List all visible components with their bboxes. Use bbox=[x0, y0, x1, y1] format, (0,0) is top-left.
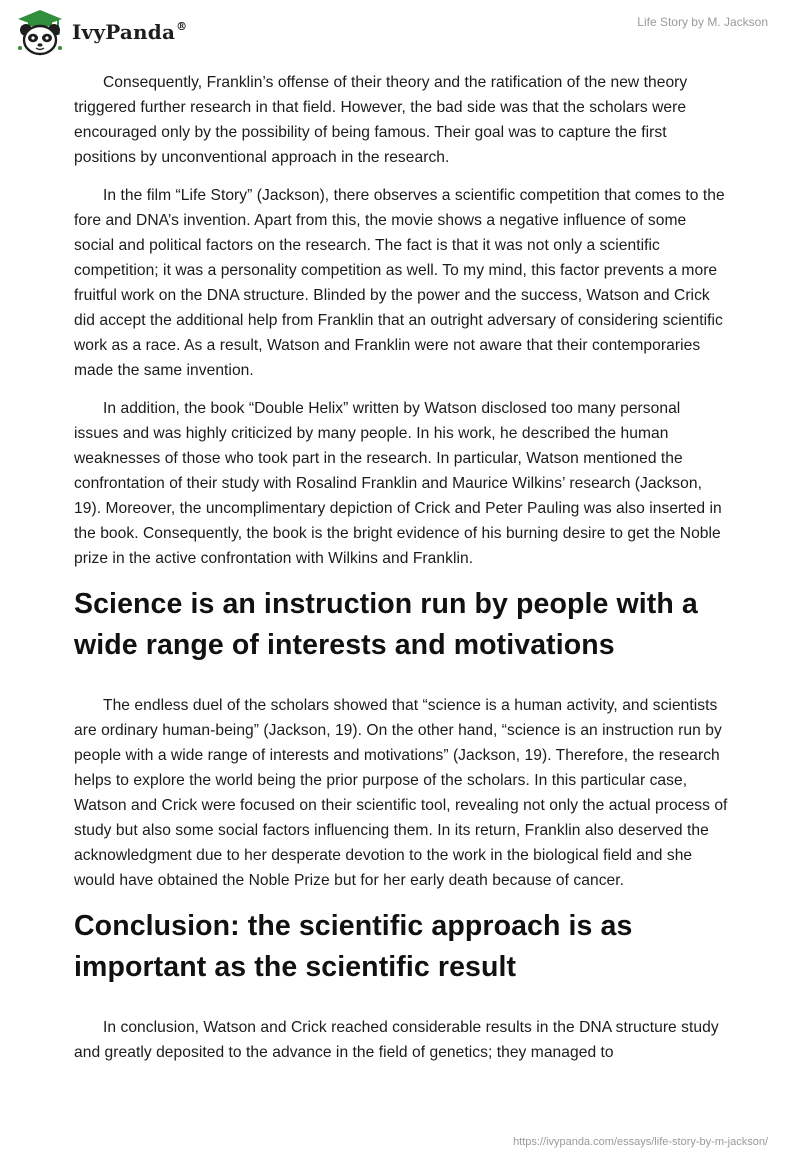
section-heading: Science is an instruction run by people with a wide range of interests and motivations bbox=[74, 588, 698, 661]
paragraph: In conclusion, Watson and Crick reached considerable results in the DNA structure study and greatly deposited to the advance in the field of genetics; they managed to bbox=[74, 1019, 719, 1061]
paragraph: In the film “Life Story” (Jackson), there observes a scientific competition that comes to the fore and DNA’s invention. Apart from this, the movie shows a negative influence of some social and political factors on the research. The fact is that it was not only a scientific competition; it was a personality competition as well. To my mind, this factor prevents a more fruitful work on the DNA structure. Blinded by the power and the success, Watson and Crick did accept the additional help from Franklin that an outright adversary of considering scientific work as a race. As a result, Watson and Franklin were not aware that their contemporaries made the same invention. bbox=[74, 187, 725, 379]
paragraph: Consequently, Franklin’s offense of their theory and the ratification of the new theory triggered further research in that field. However, the bad side was that the scholars were encouraged only by the possibility of being famous. Their goal was to capture the first positions by unconventional approach in the research. bbox=[74, 74, 688, 166]
brand-name: IvyPanda® bbox=[72, 20, 188, 44]
brand-logo[interactable] bbox=[14, 8, 187, 56]
section-heading: Conclusion: the scientific approach is as important as the scientific result bbox=[74, 910, 633, 983]
registered-mark: ® bbox=[176, 20, 188, 33]
page-header bbox=[0, 0, 800, 64]
paragraph: In addition, the book “Double Helix” written by Watson disclosed too many personal issues and was highly criticized by many people. In his work, he described the human weaknesses of those who took part in the research. In particular, Watson mentioned the confrontation of their study with Rosalind Franklin and Maurice Wilkins’ research (Jackson, 19). Moreover, the uncomplimentary depiction of Crick and Peter Pauling was also inserted in the book. Consequently, the book is the bright evidence of his burning desire to get the Noble prize in the active confrontation with Wilkins and Franklin. bbox=[74, 400, 722, 567]
paragraph: The endless duel of the scholars showed that “science is a human activity, and scientists are ordinary human-being” (Jackson, 19). On the other hand, “science is an instruction run by people with a wide range of interests and motivations” (Jackson, 19). Therefore, the research helps to explore the world being the prior purpose of the scholars. In this particular case, Watson and Crick were focused on their scientific tool, revealing not only the actual process of study but also some social factors influencing them. In its return, Franklin also deserved the acknowledgment due to her desperate devotion to the work in the biological field and she would have obtained the Noble Prize but for her early death because of cancer. bbox=[74, 697, 728, 889]
panda-graduate-icon bbox=[14, 8, 66, 56]
source-url[interactable]: https://ivypanda.com/essays/life-story-by-m-jackson/ bbox=[513, 1136, 768, 1148]
essay-body bbox=[74, 70, 729, 1078]
document-title: Life Story by M. Jackson bbox=[637, 15, 768, 29]
